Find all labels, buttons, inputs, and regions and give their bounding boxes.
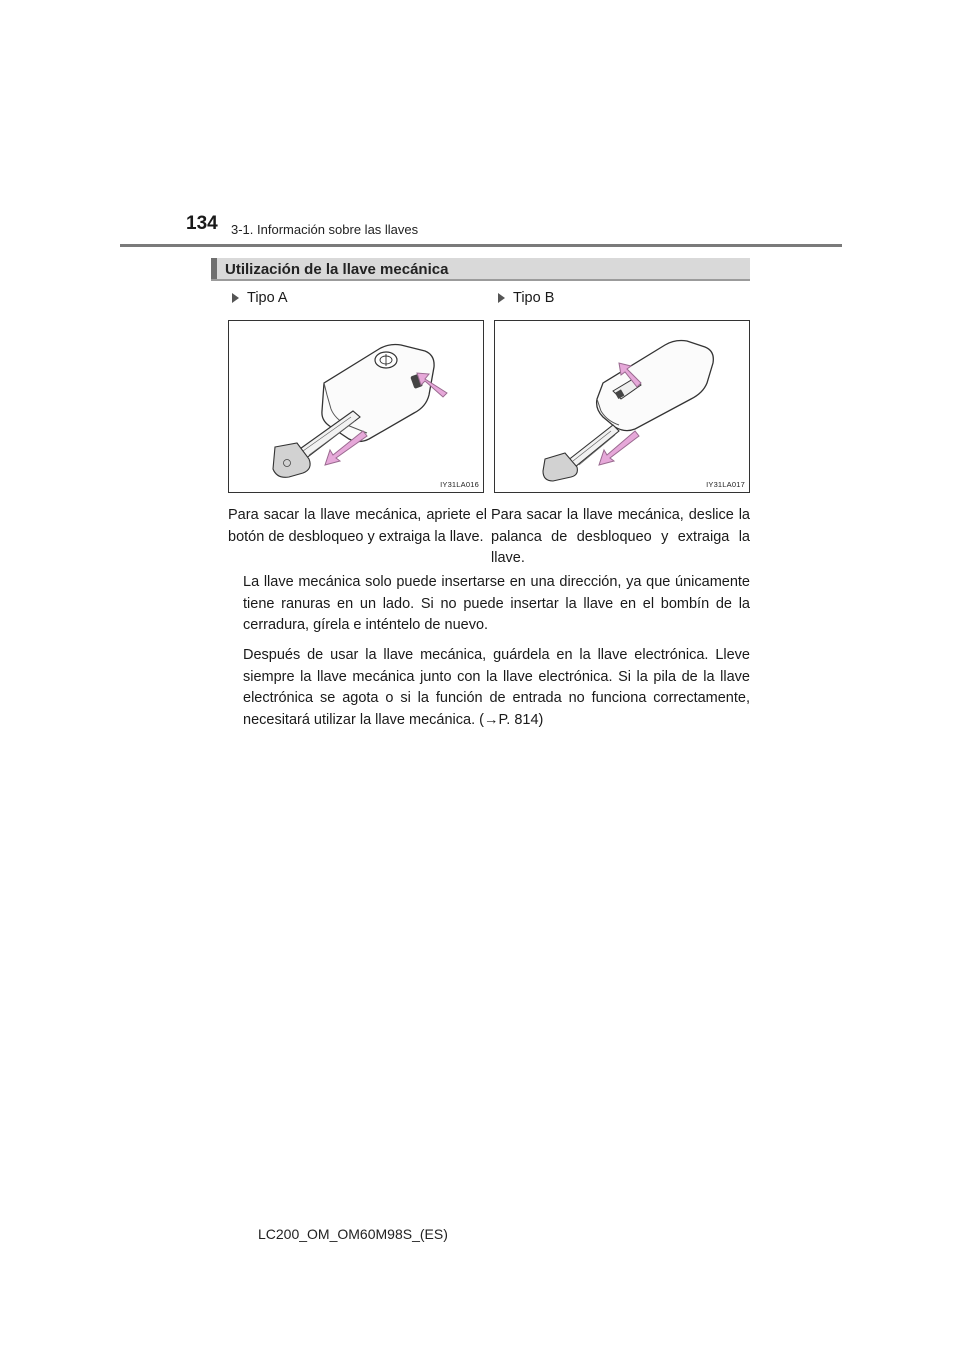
key-type-a-illustration [229,321,483,492]
figure-tipo-b [494,320,750,493]
subheading-accent [211,258,217,279]
variant-label-text: Tipo B [513,290,555,306]
bullet-triangle-icon [232,293,239,303]
key-type-b-illustration [495,321,749,492]
subheading-bar [211,258,750,281]
variant-label-a [232,290,288,306]
variant-label-b [498,290,554,306]
variant-label-text: Tipo A [247,290,288,306]
caption-tipo-b: Para sacar la llave mecánica, deslice la palanca de desbloqueo y extraiga la llave. [491,507,750,566]
section-title: 3-1. Información sobre las llaves [231,222,419,237]
footer-code: LC200_OM_OM60M98S_(ES) [258,1226,448,1242]
fob-body [597,341,714,431]
header-rule [120,244,842,247]
figure-code: IY31LA016 [440,480,479,489]
note-paragraph: Después de usar la llave mecánica, guárdela en la llave electrónica. Lleve siempre la llave mecánica junto con la llave electrónica. Si la pila de la llave electrónica se agota o si la función de entrada no funciona correctamente, necesitará utilizar la llave mecánica. (→P. 814) [243,647,750,728]
page-number: 134 [186,213,218,234]
subheading-text: Utilización de la llave mecánica [225,261,449,278]
figure-code: IY31LA017 [706,480,745,489]
bullet-triangle-icon [498,293,505,303]
figure-tipo-a [228,320,484,493]
note-paragraph: La llave mecánica solo puede insertarse en una dirección, ya que únicamente tiene ranuras en un lado. Si no puede insertar la llave en el bombín de la cerradura, gírela e inténtelo de nuevo. [243,574,750,633]
caption-tipo-a: Para sacar la llave mecánica, apriete el botón de desbloqueo y extraiga la llave. [228,507,487,545]
